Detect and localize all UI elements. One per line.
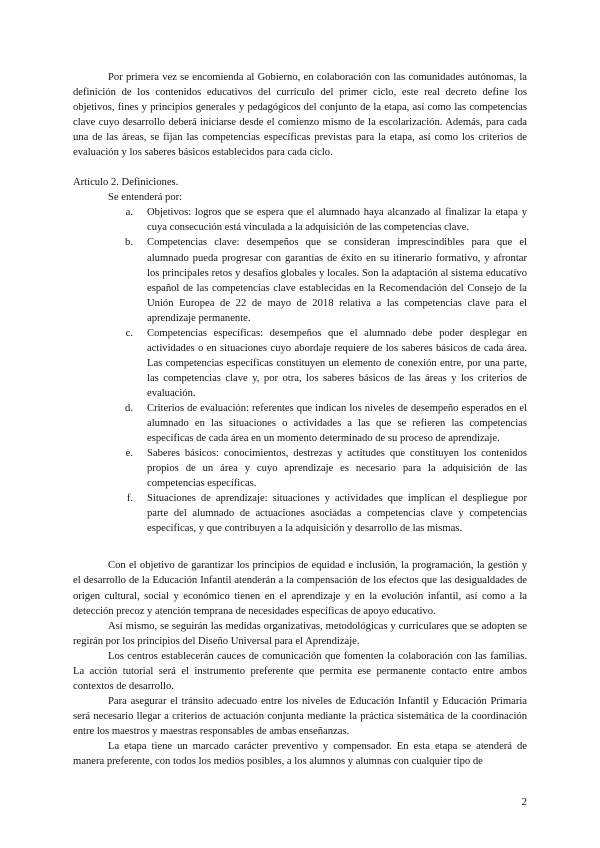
spacer [73, 536, 527, 558]
definition-item-c [73, 326, 527, 401]
body-paragraph-families: Los centros establecerán cauces de comunicación que fomenten la colaboración con las familias. La acción tutorial será el instrumento preferente que permita ese permanente contacto entre ambos contextos de desarrollo. [73, 650, 527, 692]
intro-paragraph: Por primera vez se encomienda al Gobierno, en colaboración con las comunidades autónomas, la definición de los contenidos educativos del currículo del primer ciclo, este real decreto define los objetivos, fines y principios generales y pedagógicos del conjunto de la etapa, así como las competencias clave cuyo desarrollo deberá iniciarse desde el comienzo mismo de la escolarización. Además, para cada una de las áreas, se fijan las competencias específicas previstas para la etapa, así como los criterios de evaluación y los saberes básicos establecidos para cada ciclo. [73, 72, 527, 159]
definition-text: Situaciones de aprendizaje: situaciones y actividades que implican el despliegue por parte del alumnado de actuaciones asociadas a competencias clave y competencias específicas, y que contribuyen a la adquisición y desarrollo de las mismas. [147, 493, 527, 535]
definition-item-d [73, 401, 527, 446]
definition-item-f [73, 491, 527, 536]
article-lead: Se entenderá por: [108, 192, 183, 204]
definition-marker: f. [126, 493, 133, 505]
definition-marker: e. [125, 448, 133, 460]
document-page [73, 70, 527, 769]
body-paragraph-preventive: La etapa tiene un marcado carácter preventivo y compensador. En esta etapa se atenderá de manera preferente, con todos los medios posibles, a los alumnos y alumnas con cualquier tipo de [73, 740, 527, 768]
definition-item-b [73, 235, 527, 325]
definitions-list [73, 205, 527, 536]
definition-marker: b. [125, 237, 133, 249]
definition-marker: d. [125, 402, 133, 414]
article-title: Artículo 2. Definiciones. [73, 177, 179, 189]
definition-text: Criterios de evaluación: referentes que indican los niveles de desempeño esperados en el alumnado en las situaciones o actividades a las que se refieren las competencias específicas de cada área en un momento determinado de su proceso de aprendizaje. [147, 402, 527, 445]
spacer [73, 160, 527, 175]
body-paragraph-equity: Con el objetivo de garantizar los principios de equidad e inclusión, la programación, la gestión y el desarrollo de la Educación Infantil atenderán a la compensación de los efectos que las desigualdades de origen cultural, social y económico tienen en el aprendizaje y en la evolución infantil, así como a la detección precoz y atención temprana de necesidades específicas de apoyo educativo. [73, 560, 527, 617]
definition-text: Competencias específicas: desempeños que el alumnado debe poder desplegar en actividades o en situaciones cuyo abordaje requiere de los saberes básicos de cada área. Las competencias específicas constituyen un elemento de conexión entre, por una parte, las competencias clave y, por otra, los saberes básicos de las áreas y los criterios de evaluación. [147, 327, 527, 399]
definition-marker: a. [125, 207, 133, 219]
definition-text: Saberes básicos: conocimientos, destrezas y actitudes que constituyen los contenidos propios de un área y cuyo aprendizaje es necesario para la adquisición de las competencias específicas. [147, 448, 527, 490]
definition-item-e [73, 446, 527, 491]
page-number: 2 [521, 796, 527, 808]
definition-item-a [73, 205, 527, 235]
definition-text: Objetivos: logros que se espera que el alumnado haya alcanzado al finalizar la etapa y cuya consecución está vinculada a la adquisición de las competencias clave. [147, 207, 527, 234]
body-paragraph-transition: Para asegurar el tránsito adecuado entre los niveles de Educación Infantil y Educación Primaria será necesario llegar a criterios de actuación conjunta mediante la práctica sistemática de la coordinación entre los maestros y maestras responsables de ambas enseñanzas. [73, 695, 527, 737]
definition-marker: c. [125, 327, 133, 339]
body-paragraph-universal-design: Así mismo, se seguirán las medidas organizativas, metodológicas y curriculares que se adopten se regirán por los principios del Diseño Universal para el Aprendizaje. [73, 620, 527, 647]
definition-text: Competencias clave: desempeños que se consideran imprescindibles para que el alumnado pueda progresar con garantías de éxito en su itinerario formativo, y afrontar los principales retos y desafíos globales y locales. Son la adaptación al sistema educativo español de las competencias clave establecidas en la Recomendación del Consejo de la Unión Europea de 22 de mayo de 2018 relativa a las competencias clave para el aprendizaje permanente. [147, 237, 527, 324]
